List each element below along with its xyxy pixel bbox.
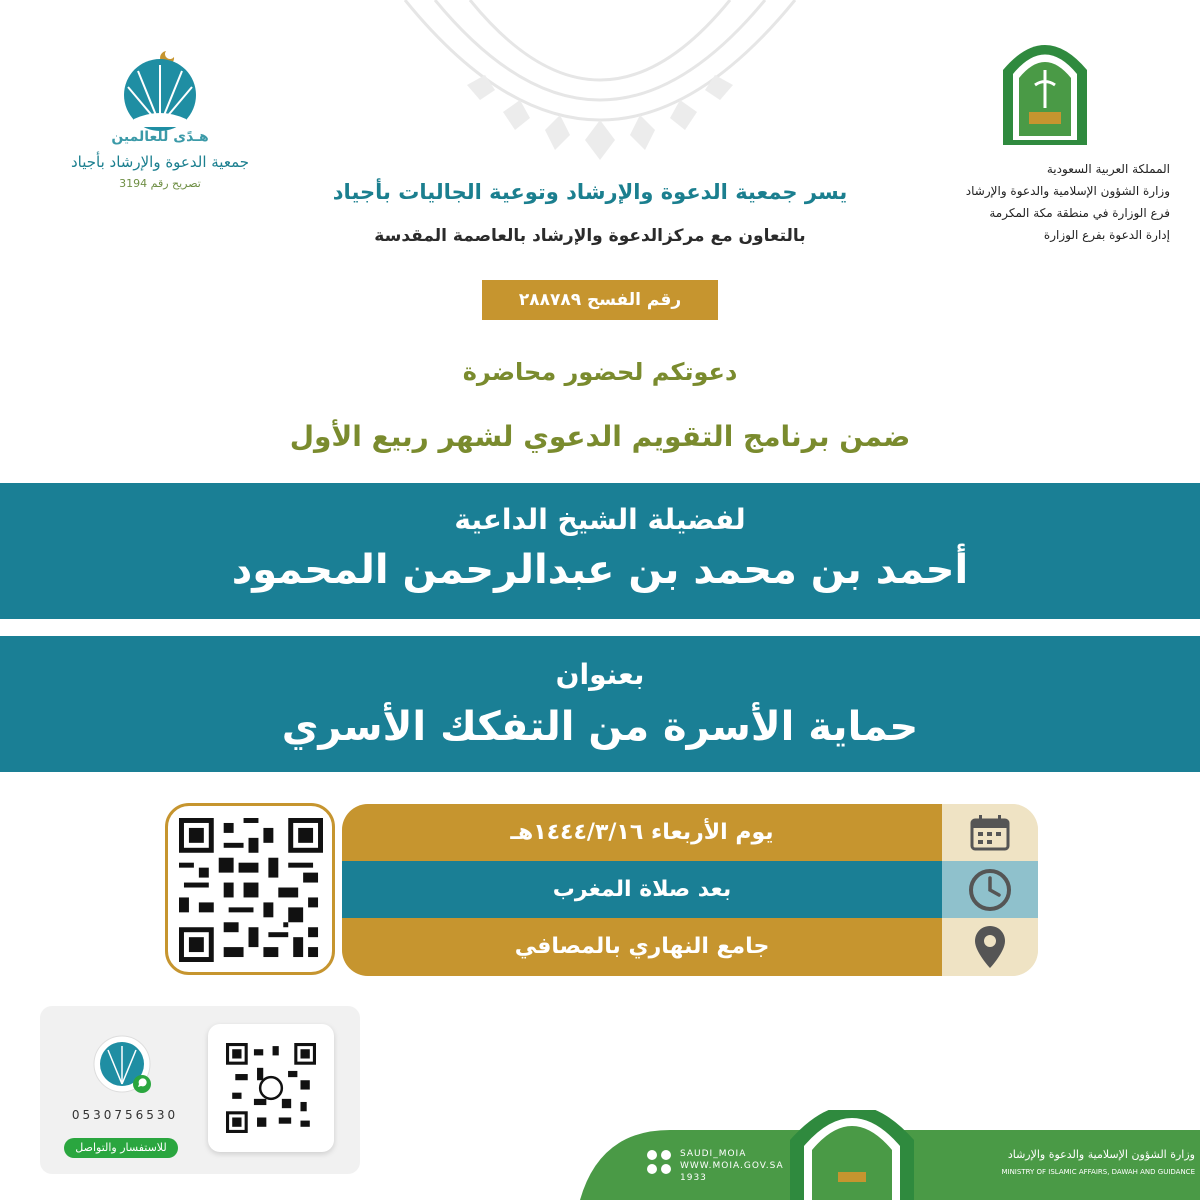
association-name: جمعية الدعوة والإرشاد بأجياد bbox=[70, 153, 250, 171]
footer-site bbox=[680, 1148, 784, 1184]
header-line-1: يسر جمعية الدعوة والإرشاد وتوعية الجاليات بأجياد bbox=[332, 180, 848, 204]
title-band bbox=[0, 636, 1200, 772]
whatsapp-qr-code-icon[interactable] bbox=[226, 1043, 316, 1133]
sunburst-logo-icon bbox=[108, 45, 212, 135]
qr-code-icon[interactable] bbox=[179, 818, 323, 962]
speaker-name: أحمد بن محمد بن عبدالرحمن المحمود bbox=[231, 547, 969, 593]
contact-button[interactable]: للاستفسار والتواصل bbox=[64, 1138, 178, 1158]
association-logo bbox=[60, 45, 260, 205]
brand-slogan: هـدًى للعالمين bbox=[111, 129, 209, 145]
title-label: بعنوان bbox=[555, 658, 645, 691]
ministry-logo bbox=[910, 30, 1180, 260]
lecture-title: حماية الأسرة من التفكك الأسري bbox=[281, 704, 919, 750]
ministry-line-3: فرع الوزارة في منطقة مكة المكرمة bbox=[989, 206, 1170, 220]
ministry-line-1: المملكة العربية السعودية bbox=[1046, 162, 1170, 176]
invite-line-1: دعوتكم لحضور محاضرة bbox=[462, 358, 738, 386]
event-location: جامع النهاري بالمصافي bbox=[342, 918, 942, 976]
ministry-emblem-icon bbox=[995, 30, 1095, 145]
footer-ministry-ar: وزارة الشؤون الإسلامية والدعوة والإرشاد bbox=[1007, 1148, 1195, 1161]
footer-handle[interactable]: SAUDI_MOIA bbox=[680, 1149, 747, 1159]
whatsapp-qr-frame[interactable] bbox=[208, 1024, 334, 1152]
footer-ministry-en: MINISTRY OF ISLAMIC AFFAIRS, DAWAH AND GUIDANCE bbox=[1001, 1168, 1195, 1176]
permit-badge: رقم الفسح ٢٨٨٧٨٩ bbox=[482, 280, 718, 320]
ministry-line-4: إدارة الدعوة بفرع الوزارة bbox=[1043, 228, 1170, 242]
event-date: يوم الأربعاء ١٤٤٤/٣/١٦هـ bbox=[342, 804, 942, 861]
clock-icon bbox=[942, 861, 1038, 918]
footer-number: 1933 bbox=[680, 1173, 707, 1183]
association-logo-small-icon bbox=[92, 1034, 154, 1096]
header-line-2: بالتعاون مع مركزالدعوة والإرشاد بالعاصمة المقدسة bbox=[374, 226, 806, 246]
ministry-line-2: وزارة الشؤون الإسلامية والدعوة والإرشاد bbox=[965, 184, 1170, 198]
speaker-label: لفضيلة الشيخ الداعية bbox=[454, 503, 746, 536]
location-pin-icon bbox=[942, 918, 1038, 976]
qr-code-frame[interactable] bbox=[165, 803, 335, 975]
calendar-icon bbox=[942, 804, 1038, 861]
speaker-band bbox=[0, 483, 1200, 619]
invite-line-2: ضمن برنامج التقويم الدعوي لشهر ربيع الأول bbox=[289, 420, 911, 453]
geometric-ornament bbox=[395, 0, 805, 165]
event-details bbox=[342, 804, 1038, 976]
phone-number[interactable]: 0530756530 bbox=[71, 1108, 179, 1122]
permit-number: تصريح رقم 3194 bbox=[119, 177, 201, 190]
footer-website[interactable]: WWW.MOIA.GOV.SA bbox=[680, 1161, 784, 1171]
event-time: بعد صلاة المغرب bbox=[342, 861, 942, 918]
